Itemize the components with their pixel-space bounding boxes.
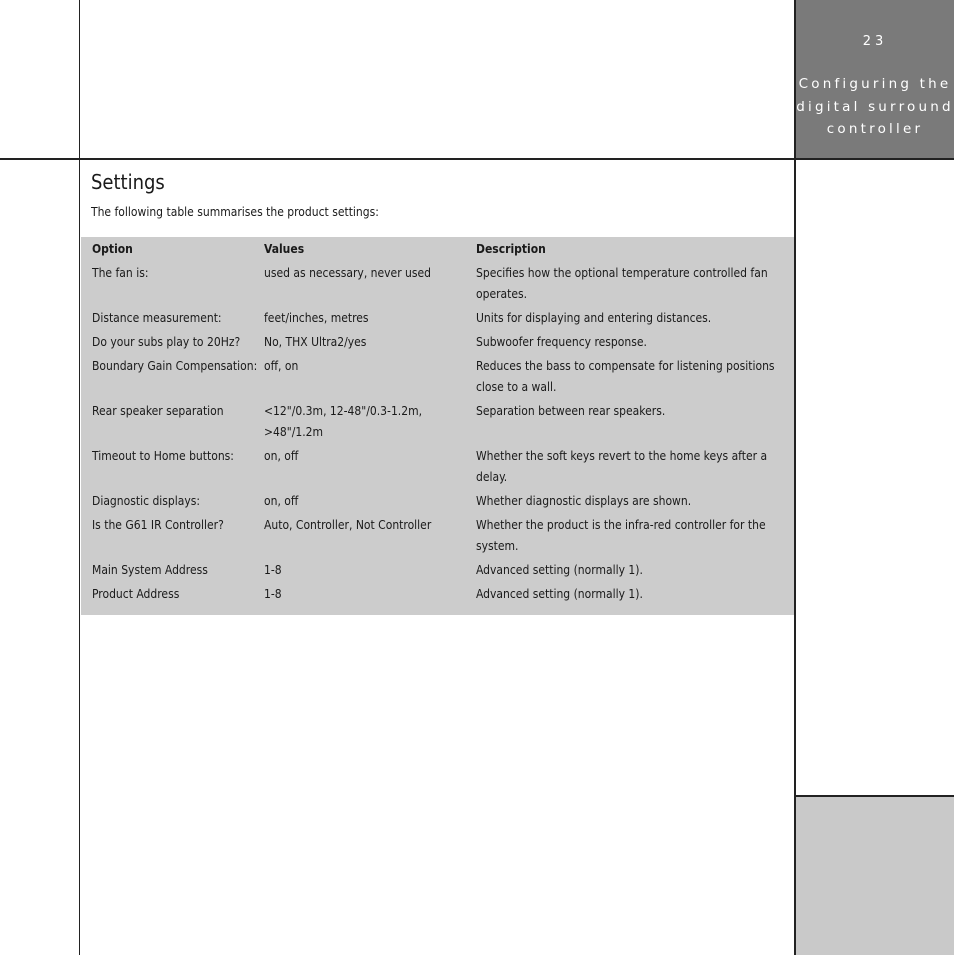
option-cell: The fan is: <box>92 266 149 280</box>
description-cell: Whether the soft keys revert to the home keys after a delay. <box>476 449 768 484</box>
description-cell: Whether diagnostic displays are shown. <box>476 494 692 508</box>
page-title: Settings <box>91 170 165 194</box>
description-cell: Advanced setting (normally 1). <box>476 563 643 577</box>
intro-text: The following table summarises the product settings: <box>91 205 379 219</box>
values-cell: No, THX Ultra2/yes <box>264 335 367 349</box>
header-values: Values <box>264 242 305 256</box>
left-margin-rule <box>79 0 80 955</box>
table-header-row <box>81 237 794 262</box>
settings-table <box>81 237 794 615</box>
description-cell: Whether the product is the infra-red controller for the system. <box>476 518 766 553</box>
option-cell: Is the G61 IR Controller? <box>92 518 224 532</box>
values-cell: 1-8 <box>264 563 282 577</box>
option-cell: Timeout to Home buttons: <box>92 449 234 463</box>
header-divider <box>0 158 954 160</box>
table-row <box>81 331 794 355</box>
section-title: Configuring the digital surround controller <box>796 76 954 137</box>
values-cell: Auto, Controller, Not Controller <box>264 518 432 532</box>
option-cell: Main System Address <box>92 563 208 577</box>
option-cell: Distance measurement: <box>92 311 222 325</box>
values-cell: feet/inches, metres <box>264 311 369 325</box>
values-cell: used as necessary, never used <box>264 266 432 280</box>
description-cell: Units for displaying and entering distances. <box>476 311 712 325</box>
option-cell: Diagnostic displays: <box>92 494 201 508</box>
values-cell: off, on <box>264 359 299 373</box>
table-row <box>81 400 794 445</box>
option-cell: Product Address <box>92 587 180 601</box>
description-cell: Specifies how the optional temperature controlled fan operates. <box>476 266 768 301</box>
table-row <box>81 355 794 400</box>
values-cell: on, off <box>264 494 299 508</box>
section-header-box <box>796 0 954 158</box>
header-option: Option <box>92 242 133 256</box>
table-row <box>81 490 794 514</box>
page-number: 23 <box>862 34 888 49</box>
description-cell: Advanced setting (normally 1). <box>476 587 643 601</box>
description-cell: Separation between rear speakers. <box>476 404 666 418</box>
option-cell: Rear speaker separation <box>92 404 224 418</box>
values-cell: on, off <box>264 449 299 463</box>
header-description: Description <box>476 242 546 256</box>
table-row <box>81 559 794 583</box>
option-cell: Do your subs play to 20Hz? <box>92 335 241 349</box>
values-cell: <12"/0.3m, 12-48"/0.3-1.2m, >48"/1.2m <box>264 404 423 439</box>
footer-box <box>796 795 954 955</box>
table-row <box>81 514 794 559</box>
table-bottom-padding <box>81 607 794 615</box>
table-row <box>81 445 794 490</box>
values-cell: 1-8 <box>264 587 282 601</box>
table-row <box>81 307 794 331</box>
description-cell: Subwoofer frequency response. <box>476 335 647 349</box>
table-row <box>81 262 794 307</box>
option-cell: Boundary Gain Compensation: <box>92 359 258 373</box>
description-cell: Reduces the bass to compensate for listening positions close to a wall. <box>476 359 775 394</box>
table-row <box>81 583 794 607</box>
